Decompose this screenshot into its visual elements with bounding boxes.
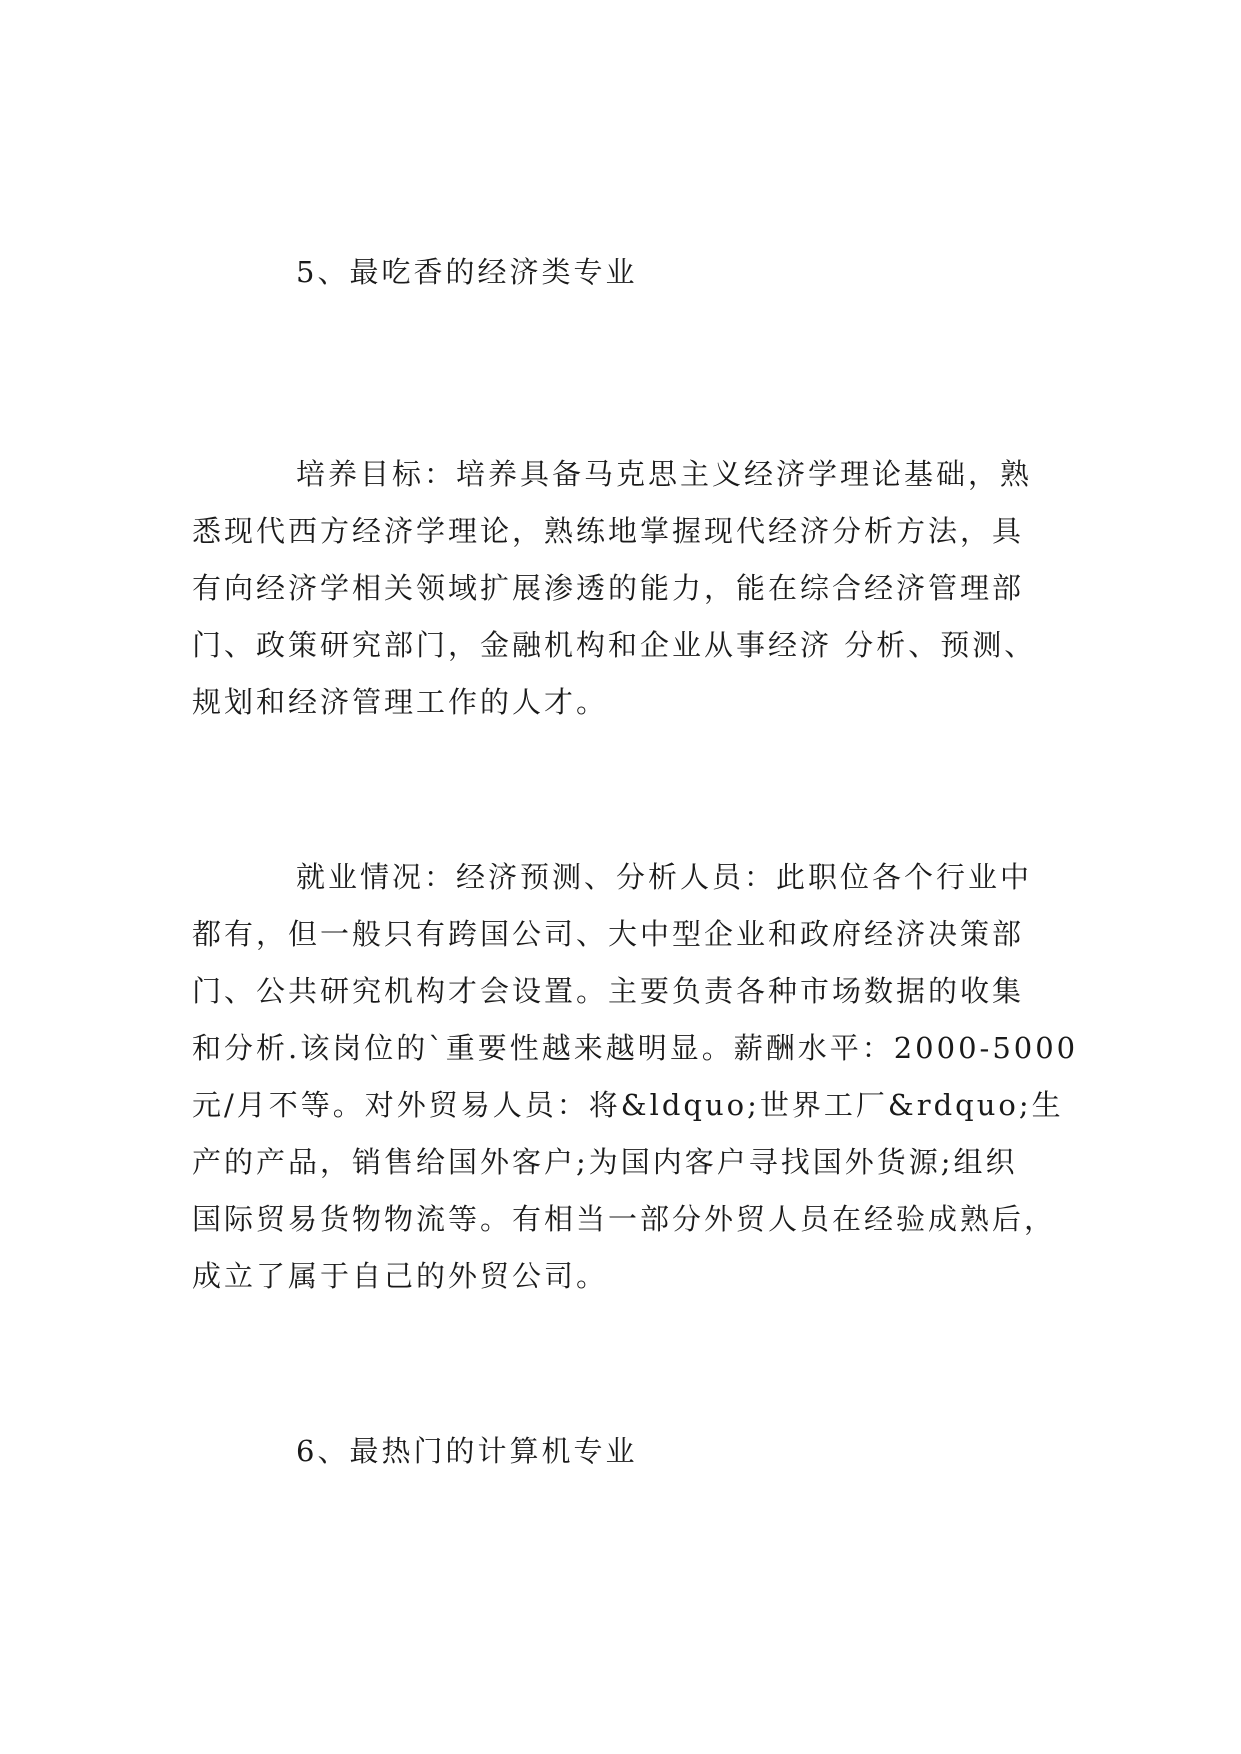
paragraph-line: 有向经济学相关领域扩展渗透的能力，能在综合经济管理部 xyxy=(192,571,1025,605)
paragraph-line: 规划和经济管理工作的人才。 xyxy=(192,685,609,719)
paragraph-line: 成立了属于自己的外贸公司。 xyxy=(192,1259,609,1293)
paragraph-line: 悉现代西方经济学理论，熟练地掌握现代经济分析方法，具 xyxy=(192,514,1025,548)
section-heading-5: 5、最吃香的经济类专业 xyxy=(296,255,638,289)
paragraph-line: 培养目标：培养具备马克思主义经济学理论基础，熟 xyxy=(296,457,1033,491)
paragraph-line: 国际贸易货物物流等。有相当一部分外贸人员在经验成熟后， xyxy=(192,1202,1057,1236)
paragraph-line: 产的产品，销售给国外客户;为国内客户寻找国外货源;组织 xyxy=(192,1145,1018,1179)
paragraph-line: 都有，但一般只有跨国公司、大中型企业和政府经济决策部 xyxy=(192,917,1025,951)
paragraph-line: 和分析.该岗位的`重要性越来越明显。薪酬水平：2000-5000 xyxy=(192,1031,1079,1065)
section-heading-6: 6、最热门的计算机专业 xyxy=(296,1434,638,1468)
paragraph-line: 门、政策研究部门，金融机构和企业从事经济 分析、预测、 xyxy=(192,628,1037,662)
paragraph-line: 门、公共研究机构才会设置。主要负责各种市场数据的收集 xyxy=(192,974,1025,1008)
paragraph-line: 元/月不等。对外贸易人员：将&ldquo;世界工厂&rdquo;生 xyxy=(192,1088,1064,1122)
paragraph-line: 就业情况：经济预测、分析人员：此职位各个行业中 xyxy=(296,860,1033,894)
